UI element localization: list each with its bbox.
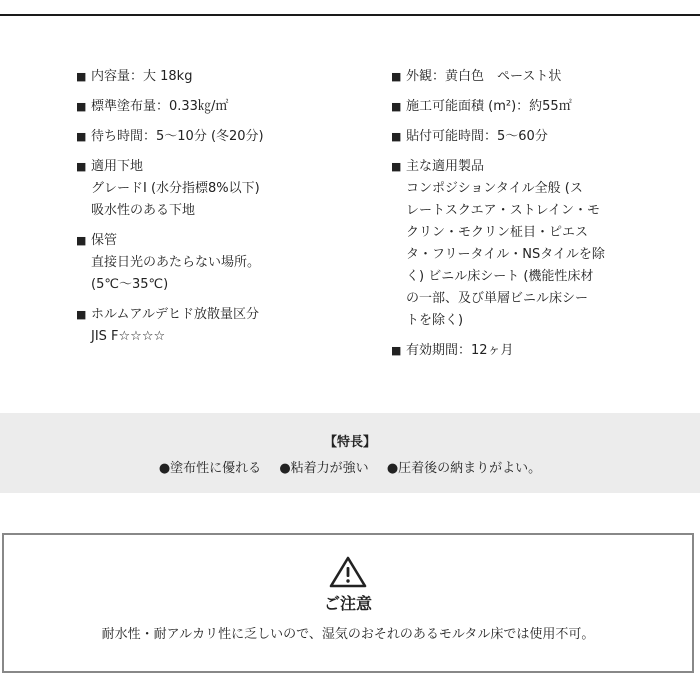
feature-item: ●粘着力が強い [279, 461, 369, 476]
spec-label: 貼付可能時間：5〜60分 [406, 129, 548, 144]
bullet-square-icon: ■ [76, 234, 87, 247]
features-title: 【特長】 [323, 435, 376, 450]
spec-label: 外観：黄白色 ペースト状 [406, 69, 562, 84]
bullet-square-icon: ■ [76, 70, 87, 83]
spec-detail: タ・フリータイル・NSタイルを除 [406, 247, 605, 262]
features-band [0, 413, 700, 493]
top-divider [0, 14, 700, 16]
bullet-square-icon: ■ [76, 100, 87, 113]
spec-label: 待ち時間：5〜10分 (冬20分) [91, 129, 264, 144]
spec-detail: (5℃〜35℃) [91, 277, 169, 292]
bullet-square-icon: ■ [391, 160, 402, 173]
spec-detail: コンポジションタイル全般 (ス [406, 181, 583, 196]
bullet-square-icon: ■ [76, 308, 87, 321]
spec-item [76, 126, 366, 148]
spec-label: 主な適用製品 [406, 159, 485, 174]
caution-text: 耐水性・耐アルカリ性に乏しいので、湿気のおそれのあるモルタル床では使用不可。 [101, 627, 595, 642]
spec-item [76, 230, 366, 296]
spec-list-right [391, 66, 616, 370]
spec-detail: く) ビニル床シート (機能性床材 [406, 269, 594, 284]
features-list [0, 459, 700, 479]
spec-item [391, 126, 616, 148]
spec-item [76, 96, 366, 118]
spec-detail: グレードⅠ (水分指標8%以下) [91, 181, 260, 196]
spec-item [391, 96, 616, 118]
spec-label: 施工可能面積 (m²)：約55㎡ [406, 99, 572, 114]
bullet-square-icon: ■ [391, 130, 402, 143]
spec-list-left [76, 66, 366, 356]
spec-item [391, 66, 616, 88]
spec-item [76, 156, 366, 222]
feature-item: ●圧着後の納まりがよい。 [386, 461, 542, 476]
spec-label: 標準塗布量：0.33㎏/㎡ [91, 99, 229, 114]
spec-detail: JIS F☆☆☆☆ [91, 329, 166, 344]
bullet-square-icon: ■ [76, 160, 87, 173]
spec-label: 内容量：大 18kg [91, 69, 193, 84]
spec-label: ホルムアルデヒド放散量区分 [91, 307, 259, 322]
spec-detail: トを除く) [406, 313, 464, 328]
bullet-square-icon: ■ [76, 130, 87, 143]
spec-label: 保管 [91, 233, 118, 248]
spec-label: 適用下地 [91, 159, 144, 174]
spec-item [76, 304, 366, 348]
caution-title: ご注意 [323, 594, 372, 613]
spec-label: 有効期間：12ヶ月 [406, 343, 514, 358]
spec-item [391, 340, 616, 362]
caution-box [2, 533, 694, 673]
bullet-square-icon: ■ [391, 70, 402, 83]
spec-item [391, 156, 616, 332]
bullet-square-icon: ■ [391, 344, 402, 357]
spec-detail: クリン・モクリン柾目・ピエス [406, 225, 589, 240]
spec-detail: 直接日光のあたらない場所。 [91, 255, 261, 270]
spec-detail: 吸水性のある下地 [91, 203, 196, 218]
spec-item [76, 66, 366, 88]
feature-item: ●塗布性に優れる [158, 461, 262, 476]
bullet-square-icon: ■ [391, 100, 402, 113]
warning-triangle-icon [328, 555, 368, 589]
spec-detail: レートスクエア・ストレイン・モ [406, 203, 600, 218]
spec-detail: の一部、及び単層ビニル床シー [406, 291, 589, 306]
